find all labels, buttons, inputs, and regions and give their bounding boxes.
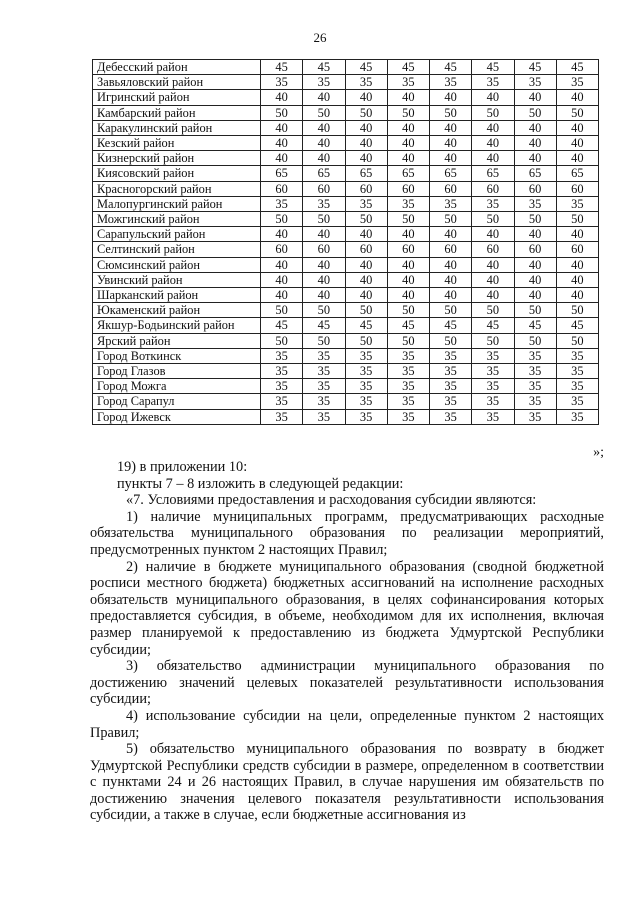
municipality-name-cell: Можгинский район — [93, 212, 261, 227]
rate-value-cell: 40 — [430, 120, 472, 135]
rate-value-cell: 35 — [303, 379, 345, 394]
rate-value-cell: 35 — [430, 379, 472, 394]
table-row — [93, 242, 599, 257]
rate-value-cell: 50 — [261, 105, 303, 120]
municipality-name-cell: Юкаменский район — [93, 303, 261, 318]
rate-value-cell: 35 — [345, 75, 387, 90]
rate-value-cell: 40 — [556, 90, 598, 105]
rate-value-cell: 45 — [472, 318, 514, 333]
paragraph-amendment-instruction: пункты 7 – 8 изложить в следующей редакции: — [117, 475, 404, 492]
rate-value-cell: 35 — [261, 394, 303, 409]
rate-value-cell: 35 — [472, 196, 514, 211]
rate-value-cell: 60 — [303, 181, 345, 196]
table-row — [93, 257, 599, 272]
rate-value-cell: 50 — [387, 333, 429, 348]
rate-value-cell: 60 — [472, 242, 514, 257]
rate-value-cell: 65 — [345, 166, 387, 181]
rate-value-cell: 40 — [387, 90, 429, 105]
rate-value-cell: 50 — [303, 333, 345, 348]
rate-value-cell: 40 — [303, 151, 345, 166]
rate-value-cell: 40 — [345, 227, 387, 242]
rate-value-cell: 40 — [514, 90, 556, 105]
rate-value-cell: 35 — [387, 348, 429, 363]
municipality-name-cell: Город Сарапул — [93, 394, 261, 409]
rate-value-cell: 35 — [303, 196, 345, 211]
rate-value-cell: 40 — [303, 227, 345, 242]
rate-value-cell: 40 — [387, 151, 429, 166]
table-row — [93, 272, 599, 287]
rate-value-cell: 40 — [472, 120, 514, 135]
paragraph-condition-2: 2) наличие в бюджете муниципального образования (сводной бюджетной росписи местного бюджета) бюджетных ассигнований на исполнение расходных обязательств муниципального образования, в целях софинансирования которых предоставляется субсидия, в объеме, необходимом для их исполнения, включая размер планируемой к предоставлению из бюджета Удмуртской Республики субсидии; — [90, 558, 604, 658]
municipality-name-cell: Шарканский район — [93, 288, 261, 303]
table-row — [93, 227, 599, 242]
rate-value-cell: 35 — [387, 364, 429, 379]
municipality-name-cell: Город Ижевск — [93, 409, 261, 424]
rate-value-cell: 50 — [556, 333, 598, 348]
rate-value-cell: 60 — [387, 181, 429, 196]
municipality-name-cell: Сарапульский район — [93, 227, 261, 242]
municipality-name-cell: Ярский район — [93, 333, 261, 348]
rate-value-cell: 40 — [303, 136, 345, 151]
rate-value-cell: 45 — [261, 60, 303, 75]
rate-value-cell: 45 — [430, 60, 472, 75]
rate-value-cell: 45 — [303, 318, 345, 333]
rate-value-cell: 35 — [387, 75, 429, 90]
rate-value-cell: 40 — [261, 227, 303, 242]
page-number: 26 — [313, 30, 327, 45]
rate-value-cell: 50 — [261, 303, 303, 318]
rate-value-cell: 40 — [472, 151, 514, 166]
table-row — [93, 364, 599, 379]
table-row — [93, 75, 599, 90]
rate-value-cell: 60 — [387, 242, 429, 257]
rate-value-cell: 35 — [514, 394, 556, 409]
rate-value-cell: 40 — [387, 227, 429, 242]
rate-value-cell: 50 — [387, 212, 429, 227]
rate-value-cell: 50 — [514, 333, 556, 348]
paragraph-condition-5: 5) обязательство муниципального образования по возврату в бюджет Удмуртской Республики средств субсидии в размере, определенном в соответствии с пунктами 24 и 26 настоящих Правил, в случае нарушения им обязательств по достижению значения целевого показателя результативности использования субсидии, а также в случае, если бюджетные ассигнования из — [90, 741, 604, 824]
rate-value-cell: 45 — [556, 318, 598, 333]
rate-value-cell: 35 — [345, 394, 387, 409]
rate-value-cell: 40 — [556, 288, 598, 303]
rate-value-cell: 50 — [430, 212, 472, 227]
rate-value-cell: 35 — [514, 364, 556, 379]
rate-value-cell: 40 — [303, 120, 345, 135]
municipality-name-cell: Дебесский район — [93, 60, 261, 75]
rate-value-cell: 50 — [430, 303, 472, 318]
rate-value-cell: 35 — [556, 409, 598, 424]
rate-value-cell: 35 — [556, 394, 598, 409]
rate-value-cell: 50 — [472, 303, 514, 318]
municipality-name-cell: Увинский район — [93, 272, 261, 287]
rate-value-cell: 40 — [472, 136, 514, 151]
rate-value-cell: 35 — [472, 364, 514, 379]
rate-value-cell: 35 — [303, 394, 345, 409]
rate-value-cell: 40 — [556, 227, 598, 242]
rate-value-cell: 40 — [387, 272, 429, 287]
municipality-name-cell: Красногорский район — [93, 181, 261, 196]
municipality-name-cell: Город Воткинск — [93, 348, 261, 363]
rate-value-cell: 40 — [303, 90, 345, 105]
rate-value-cell: 35 — [261, 379, 303, 394]
rate-value-cell: 35 — [514, 348, 556, 363]
rate-value-cell: 65 — [514, 166, 556, 181]
rate-value-cell: 35 — [430, 364, 472, 379]
rate-value-cell: 40 — [556, 136, 598, 151]
table-row — [93, 166, 599, 181]
rate-value-cell: 50 — [261, 212, 303, 227]
municipality-name-cell: Кезский район — [93, 136, 261, 151]
rate-value-cell: 35 — [345, 348, 387, 363]
rate-value-cell: 40 — [430, 288, 472, 303]
table-row — [93, 181, 599, 196]
rate-value-cell: 40 — [514, 120, 556, 135]
rate-value-cell: 35 — [514, 75, 556, 90]
rate-value-cell: 50 — [345, 105, 387, 120]
rate-value-cell: 40 — [387, 136, 429, 151]
rate-value-cell: 60 — [514, 242, 556, 257]
municipality-name-cell: Якшур-Бодьинский район — [93, 318, 261, 333]
rate-value-cell: 45 — [472, 60, 514, 75]
rate-value-cell: 40 — [345, 136, 387, 151]
municipality-name-cell: Кизнерский район — [93, 151, 261, 166]
rate-value-cell: 50 — [514, 303, 556, 318]
rate-value-cell: 40 — [472, 227, 514, 242]
rate-value-cell: 35 — [303, 348, 345, 363]
rate-value-cell: 50 — [387, 303, 429, 318]
rate-value-cell: 35 — [387, 196, 429, 211]
rate-value-cell: 50 — [345, 212, 387, 227]
rate-value-cell: 40 — [430, 136, 472, 151]
rate-value-cell: 50 — [556, 105, 598, 120]
table-row — [93, 212, 599, 227]
rate-value-cell: 35 — [556, 364, 598, 379]
rate-value-cell: 35 — [303, 75, 345, 90]
rate-value-cell: 35 — [303, 409, 345, 424]
rate-value-cell: 40 — [556, 120, 598, 135]
rate-value-cell: 50 — [261, 333, 303, 348]
rate-value-cell: 40 — [430, 151, 472, 166]
rate-value-cell: 35 — [472, 348, 514, 363]
rate-value-cell: 65 — [472, 166, 514, 181]
rate-value-cell: 60 — [556, 242, 598, 257]
rate-value-cell: 40 — [514, 136, 556, 151]
rate-value-cell: 40 — [303, 257, 345, 272]
rate-value-cell: 40 — [261, 136, 303, 151]
table-row — [93, 288, 599, 303]
rate-value-cell: 35 — [430, 409, 472, 424]
rate-value-cell: 35 — [430, 348, 472, 363]
rate-value-cell: 45 — [303, 60, 345, 75]
rate-value-cell: 40 — [345, 90, 387, 105]
rate-value-cell: 35 — [387, 409, 429, 424]
subsidy-rates-table — [92, 59, 599, 425]
table-row — [93, 120, 599, 135]
rate-value-cell: 40 — [345, 272, 387, 287]
rate-value-cell: 40 — [303, 272, 345, 287]
rate-value-cell: 40 — [261, 288, 303, 303]
rate-value-cell: 60 — [514, 181, 556, 196]
rate-value-cell: 45 — [345, 318, 387, 333]
rate-value-cell: 35 — [430, 394, 472, 409]
municipality-name-cell: Селтинский район — [93, 242, 261, 257]
municipality-name-cell: Камбарский район — [93, 105, 261, 120]
rate-value-cell: 35 — [514, 379, 556, 394]
rate-value-cell: 50 — [472, 105, 514, 120]
rate-value-cell: 50 — [514, 105, 556, 120]
rate-value-cell: 50 — [472, 212, 514, 227]
rate-value-cell: 40 — [556, 257, 598, 272]
rate-value-cell: 50 — [303, 303, 345, 318]
table-row — [93, 90, 599, 105]
table-row — [93, 136, 599, 151]
table-row — [93, 303, 599, 318]
rate-value-cell: 35 — [345, 409, 387, 424]
rate-value-cell: 40 — [387, 257, 429, 272]
table-row — [93, 60, 599, 75]
rate-value-cell: 60 — [430, 181, 472, 196]
rate-value-cell: 35 — [514, 409, 556, 424]
rate-value-cell: 35 — [261, 364, 303, 379]
rate-value-cell: 35 — [345, 364, 387, 379]
rate-value-cell: 40 — [261, 120, 303, 135]
rate-value-cell: 65 — [387, 166, 429, 181]
rate-value-cell: 40 — [345, 151, 387, 166]
rate-value-cell: 40 — [387, 120, 429, 135]
rate-value-cell: 50 — [556, 212, 598, 227]
rate-value-cell: 45 — [387, 60, 429, 75]
rate-value-cell: 35 — [556, 75, 598, 90]
closing-quote: »; — [593, 445, 604, 460]
rate-value-cell: 50 — [345, 303, 387, 318]
rate-value-cell: 40 — [261, 90, 303, 105]
rate-value-cell: 35 — [472, 75, 514, 90]
rate-value-cell: 45 — [261, 318, 303, 333]
rate-value-cell: 40 — [387, 288, 429, 303]
rate-value-cell: 40 — [514, 272, 556, 287]
rate-value-cell: 35 — [261, 409, 303, 424]
rate-value-cell: 35 — [345, 379, 387, 394]
rate-value-cell: 60 — [261, 181, 303, 196]
rate-value-cell: 45 — [345, 60, 387, 75]
paragraph-clause-7: «7. Условиями предоставления и расходования субсидии являются: — [126, 492, 537, 509]
table-row — [93, 333, 599, 348]
rate-value-cell: 35 — [514, 196, 556, 211]
rate-value-cell: 35 — [430, 75, 472, 90]
table-row — [93, 105, 599, 120]
rate-value-cell: 35 — [430, 196, 472, 211]
rate-value-cell: 45 — [430, 318, 472, 333]
rate-value-cell: 40 — [430, 90, 472, 105]
rate-value-cell: 40 — [261, 272, 303, 287]
rate-value-cell: 40 — [472, 90, 514, 105]
table-body — [93, 60, 599, 425]
rate-value-cell: 45 — [514, 60, 556, 75]
rate-value-cell: 45 — [387, 318, 429, 333]
rate-value-cell: 40 — [430, 272, 472, 287]
table-row — [93, 379, 599, 394]
municipality-name-cell: Игринский район — [93, 90, 261, 105]
rate-value-cell: 40 — [345, 288, 387, 303]
rate-value-cell: 65 — [556, 166, 598, 181]
table-row — [93, 318, 599, 333]
paragraph-condition-3: 3) обязательство администрации муниципального образования по достижению значений целевых показателей результативности использования субсидии; — [90, 658, 604, 708]
rate-value-cell: 40 — [556, 272, 598, 287]
rate-value-cell: 50 — [556, 303, 598, 318]
rate-value-cell: 35 — [472, 379, 514, 394]
municipality-name-cell: Завьяловский район — [93, 75, 261, 90]
rate-value-cell: 35 — [556, 196, 598, 211]
rate-value-cell: 40 — [472, 288, 514, 303]
paragraph-condition-1: 1) наличие муниципальных программ, предусматривающих расходные обязательства муниципального образования по реализации мероприятий, предусмотренных пунктом 2 настоящих Правил; — [90, 508, 604, 558]
rate-value-cell: 50 — [345, 333, 387, 348]
rate-value-cell: 40 — [556, 151, 598, 166]
rate-value-cell: 40 — [514, 257, 556, 272]
rate-value-cell: 60 — [472, 181, 514, 196]
rate-value-cell: 35 — [345, 196, 387, 211]
rate-value-cell: 35 — [387, 394, 429, 409]
rate-value-cell: 65 — [303, 166, 345, 181]
rate-value-cell: 60 — [345, 181, 387, 196]
rate-value-cell: 35 — [261, 348, 303, 363]
rate-value-cell: 40 — [472, 272, 514, 287]
rate-value-cell: 35 — [556, 348, 598, 363]
rate-value-cell: 35 — [472, 409, 514, 424]
rate-value-cell: 60 — [261, 242, 303, 257]
rate-value-cell: 40 — [303, 288, 345, 303]
rate-value-cell: 40 — [345, 257, 387, 272]
municipality-name-cell: Город Глазов — [93, 364, 261, 379]
rate-value-cell: 60 — [345, 242, 387, 257]
document-body — [90, 459, 604, 824]
rate-value-cell: 50 — [303, 212, 345, 227]
rate-value-cell: 40 — [514, 288, 556, 303]
rate-value-cell: 50 — [387, 105, 429, 120]
rate-value-cell: 40 — [514, 227, 556, 242]
rate-value-cell: 65 — [430, 166, 472, 181]
rate-value-cell: 35 — [261, 75, 303, 90]
municipality-name-cell: Сюмсинский район — [93, 257, 261, 272]
rate-value-cell: 60 — [303, 242, 345, 257]
table-row — [93, 151, 599, 166]
rate-value-cell: 35 — [556, 379, 598, 394]
rate-value-cell: 40 — [261, 257, 303, 272]
rate-value-cell: 35 — [261, 196, 303, 211]
rate-value-cell: 40 — [514, 151, 556, 166]
rate-value-cell: 50 — [430, 333, 472, 348]
rate-value-cell: 40 — [472, 257, 514, 272]
rate-value-cell: 35 — [387, 379, 429, 394]
rate-value-cell: 40 — [345, 120, 387, 135]
rate-value-cell: 45 — [556, 60, 598, 75]
table-row — [93, 348, 599, 363]
paragraph-amendment-item: 19) в приложении 10: — [117, 459, 248, 475]
rate-value-cell: 40 — [430, 257, 472, 272]
rate-value-cell: 45 — [514, 318, 556, 333]
table-row — [93, 394, 599, 409]
municipality-name-cell: Малопургинский район — [93, 196, 261, 211]
rate-value-cell: 35 — [303, 364, 345, 379]
table-row — [93, 409, 599, 424]
rate-value-cell: 60 — [430, 242, 472, 257]
paragraph-condition-4: 4) использование субсидии на цели, определенные пунктом 2 настоящих Правил; — [90, 707, 604, 741]
rate-value-cell: 50 — [303, 105, 345, 120]
municipality-name-cell: Каракулинский район — [93, 120, 261, 135]
rate-value-cell: 60 — [556, 181, 598, 196]
rate-value-cell: 65 — [261, 166, 303, 181]
rate-value-cell: 40 — [430, 227, 472, 242]
rate-value-cell: 35 — [472, 394, 514, 409]
municipality-name-cell: Киясовский район — [93, 166, 261, 181]
table-row — [93, 196, 599, 211]
rate-value-cell: 40 — [261, 151, 303, 166]
rate-value-cell: 50 — [430, 105, 472, 120]
municipality-name-cell: Город Можга — [93, 379, 261, 394]
rate-value-cell: 50 — [472, 333, 514, 348]
rate-value-cell: 50 — [514, 212, 556, 227]
